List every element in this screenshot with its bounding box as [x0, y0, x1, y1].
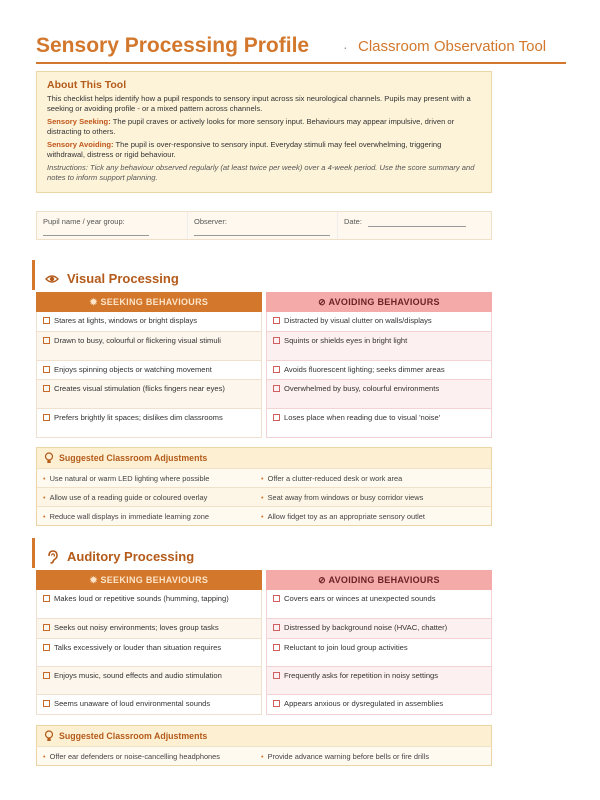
checkbox[interactable] — [273, 385, 280, 392]
item-text: Drawn to busy, colourful or flickering visual stimuli — [54, 336, 221, 345]
page-subtitle: Classroom Observation Tool — [358, 38, 547, 55]
checkbox[interactable] — [273, 700, 280, 707]
eye-icon — [45, 272, 59, 286]
checklist-item[interactable] — [266, 361, 492, 380]
observer-line — [194, 235, 330, 236]
about-intro: This checklist helps identify how a pupil responds to sensory input across six neurological channels. Pupils may present with a seeking or avoiding profile - or a mixed pattern across channels. — [47, 94, 471, 114]
sun-icon: ✹ — [89, 297, 101, 307]
auditory-seeking-header — [36, 570, 262, 590]
visual-adjustments-title: Suggested Classroom Adjustments — [59, 453, 208, 463]
checkbox[interactable] — [43, 672, 50, 679]
adjustment-text: Offer ear defenders or noise-cancelling headphones — [49, 752, 220, 761]
visual-avoiding-header-label: AVOIDING BEHAVIOURS — [328, 297, 440, 307]
checkbox[interactable] — [43, 414, 50, 421]
item-text: Squints or shields eyes in bright light — [284, 336, 408, 345]
checkbox[interactable] — [273, 414, 280, 421]
checklist-item[interactable] — [36, 409, 262, 438]
avoiding-lead: Sensory Avoiding: — [47, 140, 114, 150]
checklist-item[interactable] — [36, 332, 262, 361]
adjustment-text: Allow fidget toy as an appropriate sensory outlet — [267, 512, 425, 521]
adjustment-item: • Offer a clutter-reduced desk or work area — [255, 468, 491, 487]
checklist-item[interactable] — [266, 619, 492, 639]
checklist-item[interactable] — [266, 380, 492, 409]
about-seeking — [47, 117, 481, 137]
checklist-item[interactable] — [266, 409, 492, 438]
item-text: Stares at lights, windows or bright displays — [54, 316, 198, 325]
item-text: Prefers brightly lit spaces; dislikes dim classrooms — [54, 413, 223, 422]
item-text: Seems unaware of loud environmental sounds — [54, 699, 211, 708]
observer-field[interactable] — [187, 212, 337, 239]
item-text: Appears anxious or dysregulated in assemblies — [284, 699, 444, 708]
adjustment-text: Seat away from windows or busy corridor views — [267, 493, 424, 502]
visual-seeking-column — [36, 292, 262, 438]
sun-icon: ✹ — [89, 575, 101, 585]
checklist-item[interactable] — [266, 695, 492, 715]
checklist-item[interactable] — [266, 639, 492, 667]
item-text: Distressed by background noise (HVAC, chatter) — [284, 623, 448, 632]
checkbox[interactable] — [273, 672, 280, 679]
checkbox[interactable] — [43, 595, 50, 602]
adjustment-item: • Allow use of a reading guide or coloured overlay — [37, 487, 255, 506]
no-entry-icon: ⊘ — [318, 575, 329, 585]
checklist-item[interactable] — [36, 639, 262, 667]
auditory-adjustments-header — [37, 726, 491, 746]
checkbox[interactable] — [273, 317, 280, 324]
auditory-title: Auditory Processing — [67, 549, 195, 564]
auditory-adjustments-title: Suggested Classroom Adjustments — [59, 731, 208, 741]
checkbox[interactable] — [43, 337, 50, 344]
lightbulb-icon — [44, 452, 54, 464]
checkbox[interactable] — [273, 595, 280, 602]
checkbox[interactable] — [43, 624, 50, 631]
item-text: Loses place when reading due to visual 'noise' — [284, 413, 441, 422]
item-text: Distracted by visual clutter on walls/displays — [284, 316, 432, 325]
seeking-lead: Sensory Seeking: — [47, 117, 111, 127]
adjustment-text: Use natural or warm LED lighting where possible — [49, 474, 210, 483]
checklist-item[interactable] — [266, 590, 492, 619]
checklist-item[interactable] — [36, 619, 262, 639]
checklist-item[interactable] — [266, 312, 492, 332]
auditory-adjustments-panel — [36, 725, 492, 766]
seeking-text: The pupil craves or actively looks for more sensory input. Behaviours may appear impulsive, driven or distracting to others. — [47, 117, 455, 137]
auditory-avoiding-header — [266, 570, 492, 590]
checkbox[interactable] — [43, 366, 50, 373]
item-text: Enjoys spinning objects or watching movement — [54, 365, 212, 374]
page-header — [36, 34, 566, 64]
checklist-item[interactable] — [266, 667, 492, 695]
item-text: Seeks out noisy environments; loves group tasks — [54, 623, 219, 632]
visual-adjustments-header — [37, 448, 491, 468]
item-text: Reluctant to join loud group activities — [284, 643, 408, 652]
item-text: Enjoys music, sound effects and audio stimulation — [54, 671, 222, 680]
adjustment-item: • Allow fidget toy as an appropriate sensory outlet — [255, 506, 491, 525]
auditory-seeking-header-label: SEEKING BEHAVIOURS — [100, 575, 209, 585]
pupil-name-label: Pupil name / year group: — [43, 217, 125, 226]
date-label: Date: — [344, 217, 362, 226]
adjustment-text: Provide advance warning before bells or fire drills — [267, 752, 430, 761]
checklist-item[interactable] — [36, 380, 262, 409]
checklist-item[interactable] — [36, 312, 262, 332]
checkbox[interactable] — [273, 624, 280, 631]
checkbox[interactable] — [43, 385, 50, 392]
item-text: Talks excessively or louder than situation requires — [54, 643, 222, 652]
ear-icon — [45, 550, 59, 564]
item-text: Avoids fluorescent lighting; seeks dimmer areas — [284, 365, 445, 374]
adjustment-text: Reduce wall displays in immediate learning zone — [49, 512, 209, 521]
checkbox[interactable] — [273, 644, 280, 651]
checklist-item[interactable] — [36, 361, 262, 380]
lightbulb-icon — [44, 730, 54, 742]
visual-seeking-header — [36, 292, 262, 312]
adjustment-item: • Provide advance warning before bells or fire drills — [255, 746, 491, 765]
visual-adjustments-panel — [36, 447, 492, 526]
about-panel — [36, 71, 492, 193]
observer-label: Observer: — [194, 217, 227, 226]
auditory-avoiding-column — [266, 570, 492, 715]
item-text: Makes loud or repetitive sounds (humming, tapping) — [54, 594, 229, 603]
checkbox[interactable] — [43, 317, 50, 324]
adjustment-item: • Seat away from windows or busy corridor views — [255, 487, 491, 506]
visual-title: Visual Processing — [67, 271, 179, 286]
adjustment-item: • Use natural or warm LED lighting where possible — [37, 468, 255, 487]
pupil-name-line — [43, 235, 149, 236]
page-title: Sensory Processing Profile — [36, 34, 310, 57]
adjustment-text: Allow use of a reading guide or coloured overlay — [49, 493, 208, 502]
checkbox[interactable] — [43, 644, 50, 651]
item-text: Overwhelmed by busy, colourful environments — [284, 384, 440, 393]
auditory-section-title — [32, 538, 502, 568]
checklist-item[interactable] — [266, 332, 492, 361]
visual-seeking-header-label: SEEKING BEHAVIOURS — [100, 297, 209, 307]
adjustment-text: Offer a clutter-reduced desk or work area — [267, 474, 403, 483]
avoiding-text: The pupil is over-responsive to sensory input. Everyday stimuli may feel overwhelming, triggering withdrawal, distress or rigid behaviour. — [47, 140, 442, 160]
adjustment-item: • Offer ear defenders or noise-cancelling headphones — [37, 746, 255, 765]
item-text: Covers ears or winces at unexpected sounds — [284, 594, 436, 603]
checkbox[interactable] — [43, 700, 50, 707]
checklist-item[interactable] — [36, 590, 262, 619]
about-instructions: Instructions: Tick any behaviour observed regularly (at least twice per week) over a 4-week period. Use the score summary and notes to inform support planning. — [47, 163, 475, 183]
about-heading: About This Tool — [47, 79, 127, 91]
checkbox[interactable] — [273, 337, 280, 344]
adjustment-item: • Reduce wall displays in immediate learning zone — [37, 506, 255, 525]
pupil-info-row — [36, 211, 492, 240]
no-entry-icon: ⊘ — [318, 297, 329, 307]
about-avoiding — [47, 140, 481, 160]
visual-avoiding-header — [266, 292, 492, 312]
visual-section-title — [32, 260, 502, 290]
pupil-name-field[interactable] — [37, 212, 187, 239]
auditory-seeking-column — [36, 570, 262, 715]
checkbox[interactable] — [273, 366, 280, 373]
auditory-avoiding-header-label: AVOIDING BEHAVIOURS — [328, 575, 440, 585]
item-text: Creates visual stimulation (flicks fingers near eyes) — [54, 384, 225, 393]
date-line — [368, 226, 466, 227]
date-field[interactable] — [337, 212, 491, 239]
item-text: Frequently asks for repetition in noisy settings — [284, 671, 439, 680]
title-separator: · — [343, 39, 348, 55]
visual-avoiding-column — [266, 292, 492, 438]
checklist-item[interactable] — [36, 695, 262, 715]
checklist-item[interactable] — [36, 667, 262, 695]
